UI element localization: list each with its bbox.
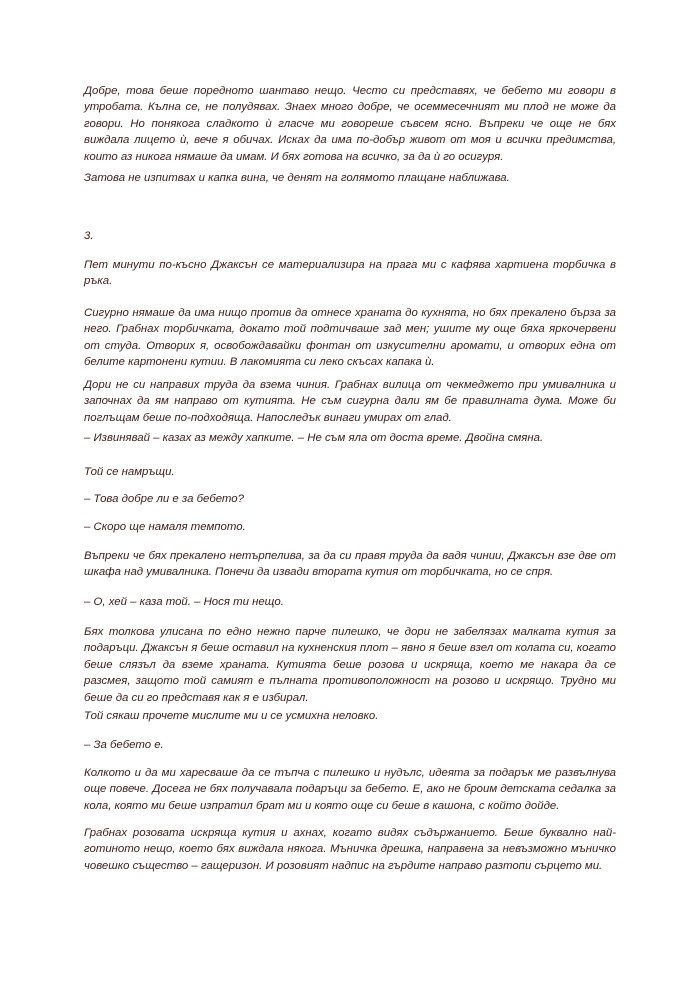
paragraph-10: Въпреки че бях прекалено нетърпелива, за да си правя труда да вадя чинии, Джаксън взе две от шкафа над умивалника. Понечи да извади втората кутия от торбичката, но се спря. — [84, 550, 616, 579]
paragraph-8: – Това добре ли е за бебето? — [84, 493, 244, 505]
paragraph-13: Той сякаш прочете мислите ми и се усмихна неловко. — [84, 710, 379, 722]
paragraph-5: Дори не си направих труда да взема чиния. Грабнах вилица от чекмеджето при умивалника и започнах да ям направо от кутията. Не съм сигурна дали ям бе правилната дума. Може би поглъщам беше по-подходяща. Напоследък винаги умирах от глад. — [84, 379, 616, 424]
paragraph-7: Той се намръщи. — [84, 466, 175, 478]
paragraph-4: Сигурно нямаше да има нищо против да отнесе храната до кухнята, но бях прекалено бърза за него. Грабнах торбичката, докато той подтичваше зад мен; ушите му още бяха яркочервени от студа. Отворих я, освобождавайки фонтан от изкусителни аромати, и отворих една от белите картонени кутии. В лакомията си леко скъсах капака ѝ. — [84, 307, 616, 369]
paragraph-11: – О, хей – каза той. – Нося ти нещо. — [84, 596, 284, 608]
paragraph-15: Колкото и да ми харесваше да се тъпча с пилешко и нудълс, идеята за подарък ме развълнува още повече. Досега не бях получавала подаръци за бебето. Е, ако не броим детската седалка за кола, която ми беше изпратил брат ми и която още си беше в кашона, с който дойде. — [84, 767, 616, 812]
paragraph-6: – Извинявай – казах аз между хапките. – Не съм яла от доста време. Двойна смяна. — [84, 432, 544, 444]
paragraph-3: Пет минути по-късно Джаксън се материализира на прага ми с кафява хартиена торбичка в ръка. — [84, 259, 616, 288]
chapter-number: 3. — [84, 230, 94, 242]
paragraph-14: – За бебето е. — [84, 739, 164, 751]
paragraph-1: Добре, това беше поредното шантаво нещо. Често си представях, че бебето ми говори в утробата. Кълна се, не полудявах. Знаех много добре, че осеммесечният ми плод не може да говори. Но понякога сладкото ѝ гласче ми говореше съвсем ясно. Въпреки че още не бях виждала лицето ѝ, вече я обичах. Исках да има по-добър живот от моя и всички предимства, които аз никога нямаше да имам. И бях готова на всичко, за да ѝ го осигуря. — [84, 85, 616, 163]
paragraph-16: Грабнах розовата искряща кутия и ахнах, когато видях съдържанието. Беше буквално най-готиното нещо, което бях виждала някога. Мъничка дрешка, направена за невъзможно мъничко човешко същество – гащеризон. И розовият надпис на гърдите направо разтопи сърцето ми. — [84, 827, 616, 872]
paragraph-2: Затова не изпитвах и капка вина, че денят на голямото плащане наближава. — [84, 172, 510, 184]
paragraph-12: Бях толкова улисана по едно нежно парче пилешко, че дори не забелязах малката кутия за подаръци. Джаксън я беше оставил на кухненския плот – явно я беше взел от колата си, когато беше слязъл да вземе храната. Кутията беше розова и искряща, което ме накара да се разсмея, защото той самият е пълната противоположност на розово и искрящо. Трудно ми беше да си го представя как я е избирал. — [84, 626, 616, 704]
paragraph-9: – Скоро ще намаля темпото. — [84, 521, 246, 533]
